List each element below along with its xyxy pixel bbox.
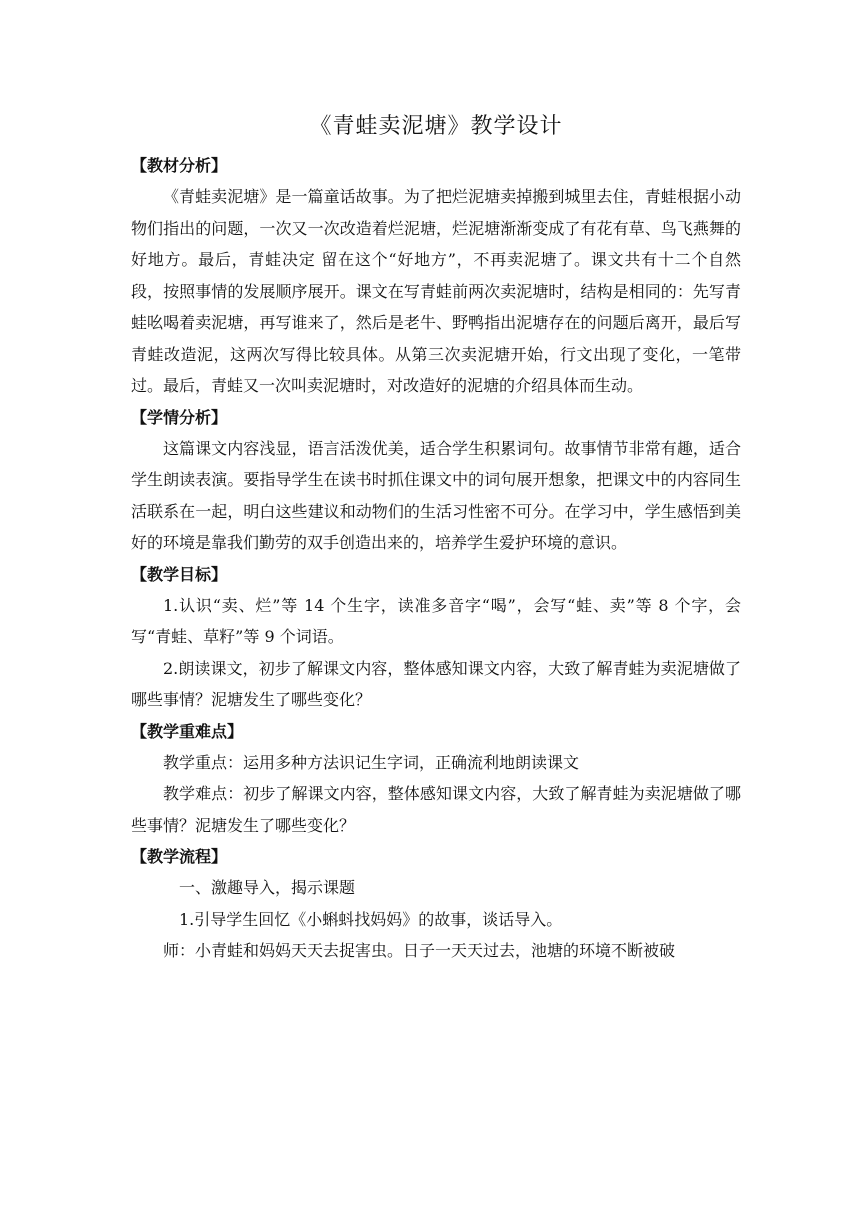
document-title: 《青蛙卖泥塘》教学设计	[309, 114, 563, 139]
document-body	[131, 112, 741, 967]
paragraph-process-step-1: 一、激趣导入，揭示课题	[179, 878, 356, 897]
paragraph-process-teacher-line: 师：小青蛙和妈妈天天去捉害虫。日子一天天过去，池塘的环境不断被破	[163, 941, 676, 960]
paragraph-student-analysis-1: 这篇课文内容浅显，语言活泼优美，适合学生积累词句。故事情节非常有趣，适合学生朗读表演。要指导学生在读书时抓住课文中的词句展开想象，把课文中的内容同生活联系在一起，明白这些建议和动物们的生活习性密不可分。在学习中，学生感悟到美好的环境是靠我们勤劳的双手创造出来的，培养学生爱护环境的意识。	[131, 438, 741, 552]
section-heading-material-analysis: 【教材分析】	[131, 156, 228, 175]
paragraph-difficult-point: 教学难点：初步了解课文内容，整体感知课文内容，大致了解青蛙为卖泥塘做了哪些事情？泥塘发生了哪些变化？	[131, 784, 741, 835]
paragraph-teaching-goal-1: 1.认识“卖、烂”等 14 个生字，读准多音字“喝”，会写“蛙、卖”等 8 个字，会写“青蛙、草籽”等 9 个词语。	[131, 595, 741, 646]
paragraph-teaching-goal-2: 2.朗读课文，初步了解课文内容，整体感知课文内容，大致了解青蛙为卖泥塘做了哪些事情？泥塘发生了哪些变化？	[131, 658, 741, 709]
paragraph-material-analysis-1: 《青蛙卖泥塘》是一篇童话故事。为了把烂泥塘卖掉搬到城里去住，青蛙根据小动物们指出的问题，一次又一次改造着烂泥塘，烂泥塘渐渐变成了有花有草、鸟飞燕舞的好地方。最后，青蛙决定 留在这个“好地方”，不再卖泥塘了。课文共有十二个自然段，按照事情的发展顺序展开。课文在写青蛙前两次卖泥塘时，结构是相同的：先写青蛙吆喝着卖泥塘，再写谁来了，然后是老牛、野鸭指出泥塘存在的问题后离开，最后写青蛙改造泥，这两次写得比较具体。从第三次卖泥塘开始，行文出现了变化，一笔带过。最后，青蛙又一次叫卖泥塘时，对改造好的泥塘的介绍具体而生动。	[131, 187, 741, 395]
section-heading-key-points: 【教学重难点】	[131, 721, 244, 741]
section-heading-student-analysis: 【学情分析】	[131, 407, 228, 427]
section-heading-process: 【教学流程】	[131, 847, 228, 866]
paragraph-key-point: 教学重点：运用多种方法识记生字词，正确流利地朗读课文	[163, 752, 580, 772]
paragraph-process-step-2: 1.引导学生回忆《小蝌蚪找妈妈》的故事，谈话导入。	[179, 909, 563, 929]
section-heading-teaching-goals: 【教学目标】	[131, 564, 228, 584]
